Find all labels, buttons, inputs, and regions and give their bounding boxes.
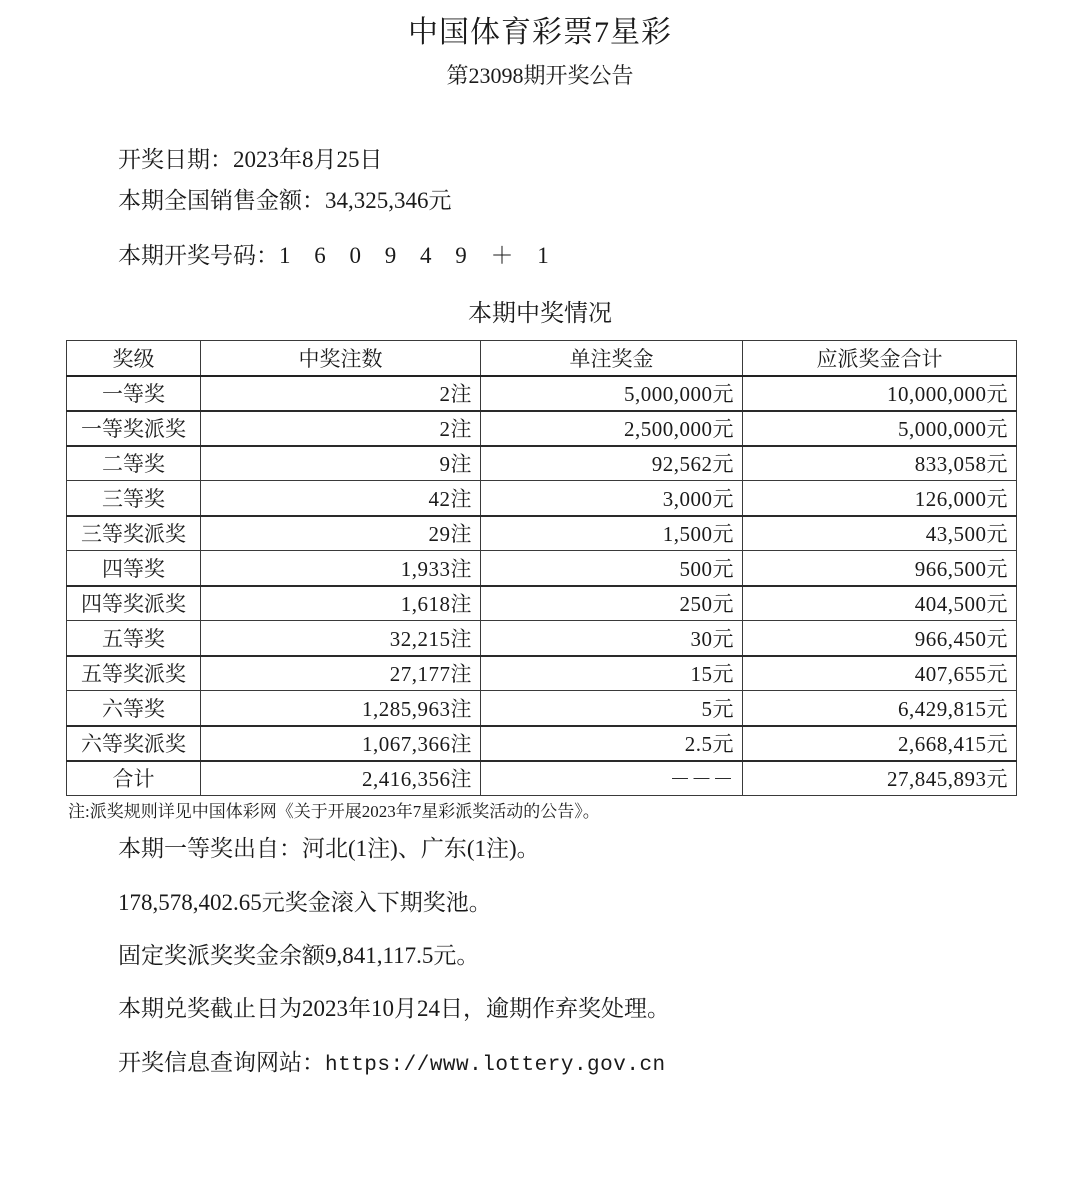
cell-total: 404,500元 bbox=[743, 586, 1017, 621]
prize-table bbox=[66, 340, 1017, 796]
rollover-amount: 178,578,402.65元奖金滚入下期奖池。 bbox=[118, 889, 492, 915]
cell-total: 407,655元 bbox=[743, 656, 1017, 691]
cell-per-bet: 5元 bbox=[481, 691, 743, 726]
cell-count: 42注 bbox=[201, 481, 481, 516]
cell-level: 六等奖 bbox=[67, 691, 201, 726]
cell-total: 43,500元 bbox=[743, 516, 1017, 551]
website-label: 开奖信息查询网站： bbox=[118, 1049, 325, 1075]
cell-level: 二等奖 bbox=[67, 446, 201, 481]
cell-count: 2注 bbox=[201, 411, 481, 446]
cell-per-bet: 3,000元 bbox=[481, 481, 743, 516]
page-subtitle: 第23098期开奖公告 bbox=[446, 62, 634, 88]
cell-per-bet: 15元 bbox=[481, 656, 743, 691]
cell-count: 2,416,356注 bbox=[201, 761, 481, 796]
table-row bbox=[67, 586, 1017, 621]
cell-total: 6,429,815元 bbox=[743, 691, 1017, 726]
column-header-count: 中奖注数 bbox=[201, 341, 481, 376]
cell-level: 五等奖派奖 bbox=[67, 656, 201, 691]
fixed-prize-balance: 固定奖派奖奖金余额9,841,117.5元。 bbox=[118, 943, 480, 969]
prize-table-body bbox=[67, 376, 1017, 796]
cell-per-bet: 2,500,000元 bbox=[481, 411, 743, 446]
table-row-total bbox=[67, 761, 1017, 796]
winning-numbers-value: 1 6 0 9 4 9 ＋ 1 bbox=[279, 243, 558, 269]
cell-level: 一等奖派奖 bbox=[67, 411, 201, 446]
claim-deadline: 本期兑奖截止日为2023年10月24日，逾期作弃奖处理。 bbox=[118, 996, 670, 1022]
table-row bbox=[67, 446, 1017, 481]
cell-count: 1,933注 bbox=[201, 551, 481, 586]
table-row bbox=[67, 656, 1017, 691]
table-row bbox=[67, 726, 1017, 761]
column-header-per-bet: 单注奖金 bbox=[481, 341, 743, 376]
cell-per-bet: －－－ bbox=[481, 761, 743, 796]
table-header-row bbox=[67, 341, 1017, 376]
prize-table-wrapper bbox=[0, 340, 1080, 796]
table-row bbox=[67, 481, 1017, 516]
cell-count: 29注 bbox=[201, 516, 481, 551]
website-line bbox=[118, 1050, 1080, 1077]
cell-total: 2,668,415元 bbox=[743, 726, 1017, 761]
cell-total: 126,000元 bbox=[743, 481, 1017, 516]
draw-meta-block bbox=[0, 148, 1080, 267]
winning-numbers-label: 本期开奖号码： bbox=[118, 243, 279, 269]
cell-level: 一等奖 bbox=[67, 376, 201, 411]
cell-total: 27,845,893元 bbox=[743, 761, 1017, 796]
cell-count: 9注 bbox=[201, 446, 481, 481]
cell-level: 四等奖 bbox=[67, 551, 201, 586]
table-row bbox=[67, 691, 1017, 726]
cell-level: 六等奖派奖 bbox=[67, 726, 201, 761]
column-header-level: 奖级 bbox=[67, 341, 201, 376]
cell-total: 833,058元 bbox=[743, 446, 1017, 481]
cell-count: 1,618注 bbox=[201, 586, 481, 621]
cell-level: 五等奖 bbox=[67, 621, 201, 656]
cell-count: 1,067,366注 bbox=[201, 726, 481, 761]
table-row bbox=[67, 621, 1017, 656]
page-title: 中国体育彩票7星彩 bbox=[408, 16, 672, 49]
first-prize-origin: 本期一等奖出自：河北(1注)、广东(1注)。 bbox=[118, 836, 540, 862]
table-row bbox=[67, 411, 1017, 446]
draw-date: 开奖日期：2023年8月25日 bbox=[118, 147, 383, 173]
cell-total: 5,000,000元 bbox=[743, 411, 1017, 446]
cell-per-bet: 5,000,000元 bbox=[481, 376, 743, 411]
cell-per-bet: 30元 bbox=[481, 621, 743, 656]
prize-table-head bbox=[67, 341, 1017, 376]
cell-per-bet: 2.5元 bbox=[481, 726, 743, 761]
cell-total: 10,000,000元 bbox=[743, 376, 1017, 411]
cell-per-bet: 92,562元 bbox=[481, 446, 743, 481]
closing-notes bbox=[0, 836, 1080, 1076]
cell-level: 四等奖派奖 bbox=[67, 586, 201, 621]
national-sales-amount: 本期全国销售金额：34,325,346元 bbox=[118, 188, 452, 214]
cell-per-bet: 250元 bbox=[481, 586, 743, 621]
cell-per-bet: 1,500元 bbox=[481, 516, 743, 551]
cell-count: 27,177注 bbox=[201, 656, 481, 691]
cell-count: 32,215注 bbox=[201, 621, 481, 656]
cell-count: 1,285,963注 bbox=[201, 691, 481, 726]
cell-level: 三等奖 bbox=[67, 481, 201, 516]
website-url[interactable]: https://www.lottery.gov.cn bbox=[325, 1053, 666, 1077]
cell-per-bet: 500元 bbox=[481, 551, 743, 586]
column-header-total: 应派奖金合计 bbox=[743, 341, 1017, 376]
table-row bbox=[67, 516, 1017, 551]
cell-level: 合计 bbox=[67, 761, 201, 796]
table-row bbox=[67, 551, 1017, 586]
prize-table-footnote: 注:派奖规则详见中国体彩网《关于开展2023年7星彩派奖活动的公告》。 bbox=[68, 802, 600, 822]
cell-count: 2注 bbox=[201, 376, 481, 411]
cell-total: 966,450元 bbox=[743, 621, 1017, 656]
cell-total: 966,500元 bbox=[743, 551, 1017, 586]
table-row bbox=[67, 376, 1017, 411]
cell-level: 三等奖派奖 bbox=[67, 516, 201, 551]
prize-table-heading: 本期中奖情况 bbox=[468, 301, 612, 328]
winning-numbers-line bbox=[118, 244, 1080, 267]
